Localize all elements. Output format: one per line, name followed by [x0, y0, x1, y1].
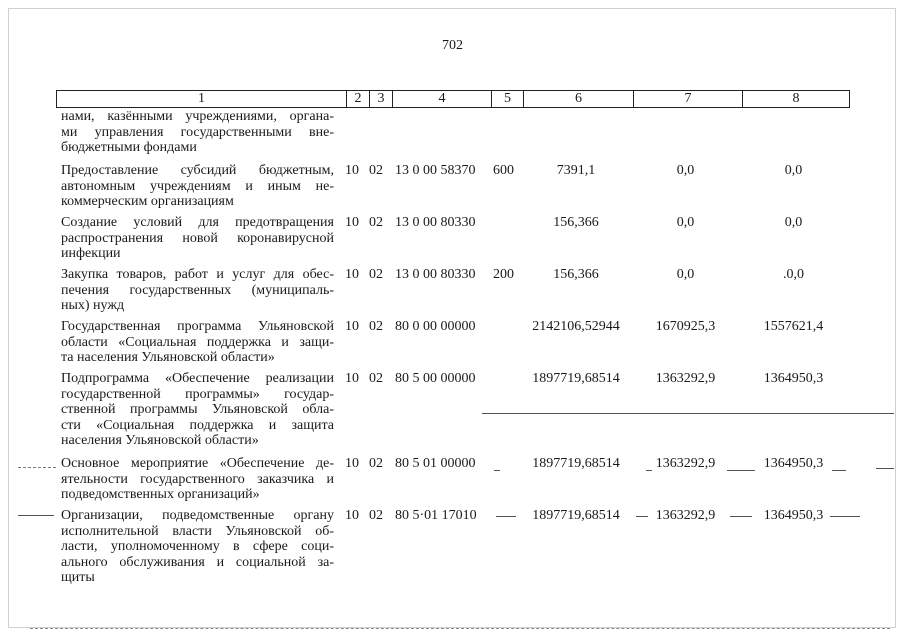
scan-rule: [18, 467, 56, 468]
amount-col-6: 7391,1: [556, 163, 596, 178]
amount-col-6: 156,366: [553, 267, 599, 282]
page-number: 702: [442, 38, 463, 53]
section-code: 10: [345, 371, 359, 386]
column-header-6: 6: [524, 91, 634, 108]
scan-rule: [730, 516, 752, 517]
description-line: ального обслуживания и социальной за-: [61, 554, 334, 570]
column-header-row: [57, 91, 850, 108]
scan-rule: [494, 470, 500, 471]
scan-rule: [830, 516, 860, 517]
amount-col-8: 0,0: [784, 163, 803, 178]
description-line: подведомственных организаций»: [61, 487, 260, 503]
description-line: Подпрограмма «Обеспечение реализации: [61, 371, 334, 386]
description-line: автономным учреждениям и иным не-: [61, 178, 334, 194]
scan-rule: [727, 470, 755, 471]
description-line: ми управления государственными вне-: [61, 124, 334, 140]
description-line: области «Социальная поддержка и защи-: [61, 334, 334, 350]
subsection-code: 02: [369, 163, 383, 178]
row-description: [61, 371, 334, 449]
column-header-8: 8: [743, 91, 850, 108]
description-line: исполнительной власти Ульяновской об-: [61, 523, 334, 539]
amount-col-6: 1897719,68514: [532, 371, 620, 386]
amount-col-7: 1363292,9: [655, 456, 716, 471]
row-description: [61, 163, 334, 210]
row-description: [61, 319, 334, 366]
section-code: 10: [345, 267, 359, 282]
column-header-1: 1: [57, 91, 347, 108]
amount-col-7: 0,0: [676, 163, 695, 178]
description-line: Основное мероприятие «Обеспечение де-: [61, 456, 334, 471]
column-header-5: 5: [492, 91, 524, 108]
description-line: та населения Ульяновской области»: [61, 350, 275, 366]
description-line: ласти, уполномоченному в сфере соци-: [61, 539, 334, 555]
description-line: Организации, подведомственные органу: [61, 508, 334, 523]
description-line: распространения новой коронавирусной: [61, 230, 334, 246]
target-article-code: 13 0 00 80330: [395, 267, 476, 282]
row-description: [61, 215, 334, 262]
section-code: 10: [345, 319, 359, 334]
row-description: [61, 508, 334, 586]
amount-col-6: 156,366: [553, 215, 599, 230]
target-article-code: 13 0 00 58370: [395, 163, 476, 178]
row-description: [61, 109, 334, 156]
target-article-code: 80 5 01 00000: [395, 456, 476, 471]
column-header-3: 3: [370, 91, 393, 108]
amount-col-7: 1670925,3: [655, 319, 716, 334]
amount-col-7: 0,0: [676, 267, 695, 282]
expense-type-code: 600: [493, 163, 514, 178]
subsection-code: 02: [369, 319, 383, 334]
amount-col-8: 1364950,3: [763, 371, 824, 386]
description-line: Государственная программа Ульяновской: [61, 319, 334, 334]
description-line: Создание условий для предотвращения: [61, 215, 334, 230]
column-header-2: 2: [347, 91, 370, 108]
description-line: щиты: [61, 570, 95, 586]
description-line: населения Ульяновской области»: [61, 433, 259, 449]
subsection-code: 02: [369, 215, 383, 230]
description-line: государственной программы» государ-: [61, 386, 334, 402]
scan-rule: [482, 413, 894, 414]
amount-col-8: 1557621,4: [763, 319, 824, 334]
scan-rule: [646, 470, 652, 471]
expense-type-code: 200: [493, 267, 514, 282]
description-line: Закупка товаров, работ и услуг для обес-: [61, 267, 334, 282]
amount-col-8: 0,0: [784, 215, 803, 230]
target-article-code: 80 5·01 17010: [395, 508, 477, 523]
scan-rule: [636, 516, 648, 517]
subsection-code: 02: [369, 371, 383, 386]
amount-col-8: 1364950,3: [763, 508, 824, 523]
description-line: бюджетными фондами: [61, 140, 197, 156]
scan-rule: [18, 515, 54, 516]
description-line: ных) нужд: [61, 298, 125, 314]
section-code: 10: [345, 163, 359, 178]
amount-col-8: .0,0: [783, 267, 804, 282]
description-line: инфекции: [61, 246, 121, 262]
description-line: печения государственных (муниципаль-: [61, 282, 334, 298]
scan-edge: [30, 628, 890, 629]
amount-col-6: 2142106,52944: [532, 319, 620, 334]
scan-rule: [496, 516, 516, 517]
row-description: [61, 267, 334, 314]
amount-col-8: 1364950,3: [763, 456, 824, 471]
column-header-table: [56, 90, 850, 108]
section-code: 10: [345, 215, 359, 230]
description-line: Предоставление субсидий бюджетным,: [61, 163, 334, 178]
section-code: 10: [345, 508, 359, 523]
scan-rule: [876, 468, 894, 469]
description-line: ятельности государственного заказчика и: [61, 471, 334, 487]
amount-col-7: 1363292,9: [655, 508, 716, 523]
amount-col-6: 1897719,68514: [532, 508, 620, 523]
subsection-code: 02: [369, 267, 383, 282]
subsection-code: 02: [369, 508, 383, 523]
description-line: ственной программы Ульяновской обла-: [61, 402, 334, 418]
description-line: нами, казёнными учреждениями, органа-: [61, 109, 334, 124]
description-line: сти «Социальная поддержка и защита: [61, 417, 334, 433]
description-line: коммерческим организациям: [61, 194, 234, 210]
subsection-code: 02: [369, 456, 383, 471]
column-header-7: 7: [634, 91, 743, 108]
amount-col-7: 0,0: [676, 215, 695, 230]
row-description: [61, 456, 334, 503]
scan-rule: [832, 470, 846, 471]
section-code: 10: [345, 456, 359, 471]
target-article-code: 80 5 00 00000: [395, 371, 476, 386]
amount-col-6: 1897719,68514: [532, 456, 620, 471]
target-article-code: 13 0 00 80330: [395, 215, 476, 230]
column-header-4: 4: [393, 91, 492, 108]
amount-col-7: 1363292,9: [655, 371, 716, 386]
target-article-code: 80 0 00 00000: [395, 319, 476, 334]
